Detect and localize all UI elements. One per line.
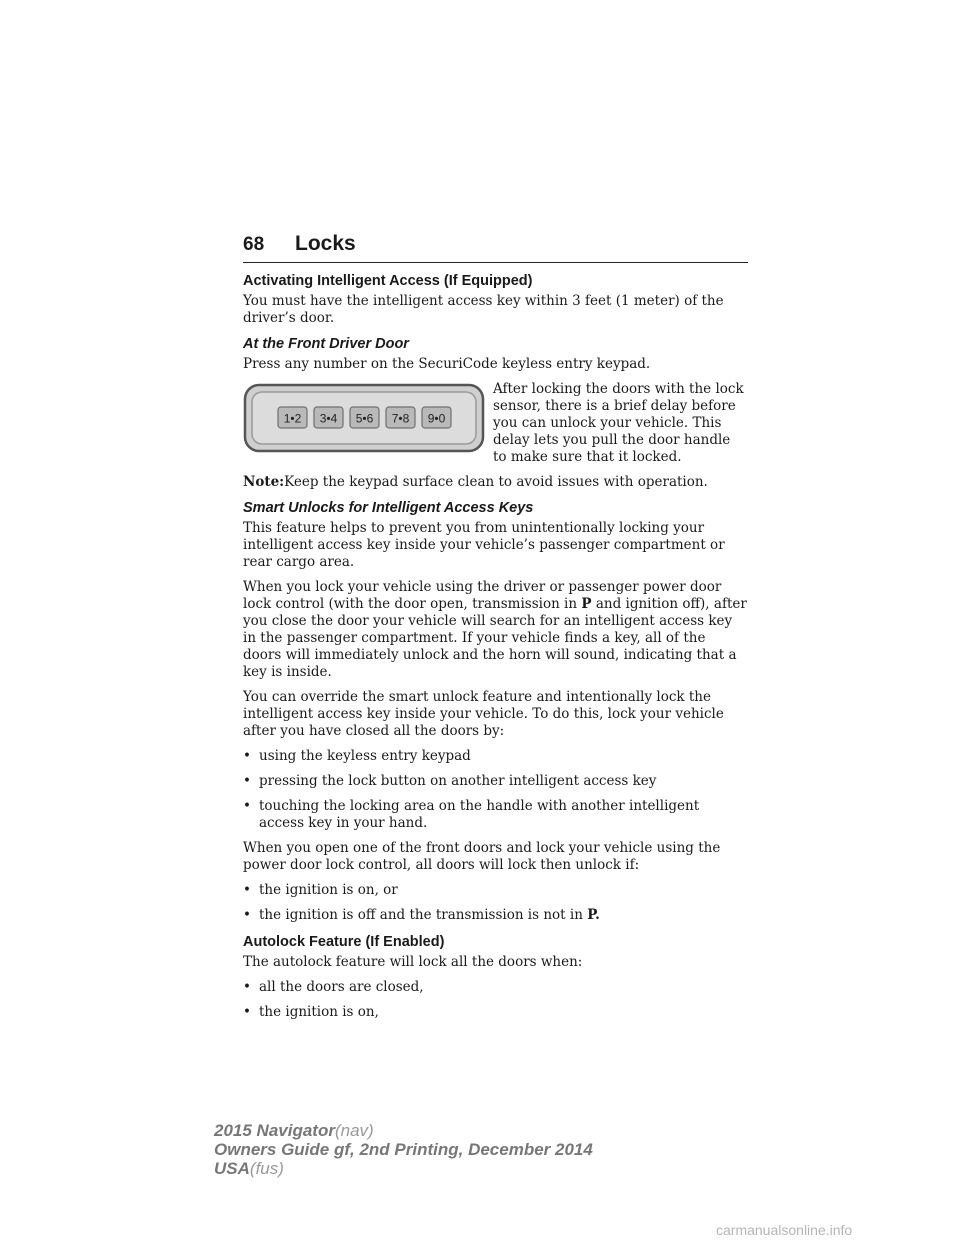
watermark: carmanualsonline.info (716, 1222, 853, 1238)
keypad-key-label: 3•4 (319, 411, 338, 426)
subsection-heading-smart-unlocks: Smart Unlocks for Intelligent Access Keys (243, 500, 534, 516)
keypad-key-label: 7•8 (391, 411, 410, 426)
paragraph: This feature helps to prevent you from unintentionally locking your intelligent access key inside your vehicle’s passenger compartment or rear cargo area. (243, 520, 725, 570)
keypad-figure-row (243, 381, 748, 474)
page-title: Locks (295, 232, 356, 255)
note-text: Keep the keypad surface clean to avoid issues with operation. (284, 474, 708, 490)
paragraph: When you open one of the front doors and lock your vehicle using the power door lock control, all doors will lock then unlock if: (243, 840, 721, 873)
list-item: • the ignition is on, (243, 1004, 379, 1020)
list-item: • the ignition is on, or (243, 882, 398, 898)
paragraph: You can override the smart unlock feature and intentionally lock the intelligent access key inside your vehicle. To do this, lock your vehicle after you have closed all the doors by: (243, 689, 724, 739)
section-heading-intelligent-access: Activating Intelligent Access (If Equipped) (243, 273, 533, 289)
page-number: 68 (243, 234, 265, 255)
paragraph: After locking the doors with the lock sensor, there is a brief delay before you can unlock your vehicle. This delay lets you pull the door handle to make sure that it locked. (493, 381, 744, 465)
keypad-key-label: 9•0 (427, 411, 446, 426)
keypad-illustration (243, 383, 485, 453)
section-heading-autolock: Autolock Feature (If Enabled) (243, 934, 445, 950)
list-item: • using the keyless entry keypad (243, 748, 471, 764)
paragraph: Press any number on the SecuriCode keyless entry keypad. (243, 356, 651, 372)
list-item: • pressing the lock button on another intelligent access key (243, 773, 657, 789)
note (243, 474, 748, 491)
list-item: • touching the locking area on the handle with another intelligent access key in your hand. (243, 798, 700, 831)
list-item: • the ignition is off and the transmission is not in P. (243, 907, 600, 923)
paragraph: You must have the intelligent access key within 3 feet (1 meter) of the driver’s door. (243, 293, 724, 326)
list-item: • all the doors are closed, (243, 979, 424, 995)
keypad-key-label: 1•2 (283, 411, 302, 426)
manual-page (243, 232, 748, 1029)
page-footer: 2015 Navigator(nav) Owners Guide gf, 2nd Printing, December 2014 USA(fus) (214, 1121, 593, 1178)
note-label: Note: (243, 474, 285, 490)
keypad-key-label: 5•6 (355, 411, 374, 426)
paragraph: When you lock your vehicle using the driver or passenger power door lock control (with the door open, transmission in P and ignition off), after you close the door your vehicle will search for an intelligent access key in the passenger compartment. If your vehicle finds a key, all of the doors will immediately unlock and the horn will sound, indicating that a key is inside. (243, 579, 747, 680)
page-header (243, 232, 748, 263)
subsection-heading-front-driver-door: At the Front Driver Door (243, 336, 409, 352)
paragraph: The autolock feature will lock all the doors when: (243, 954, 583, 970)
